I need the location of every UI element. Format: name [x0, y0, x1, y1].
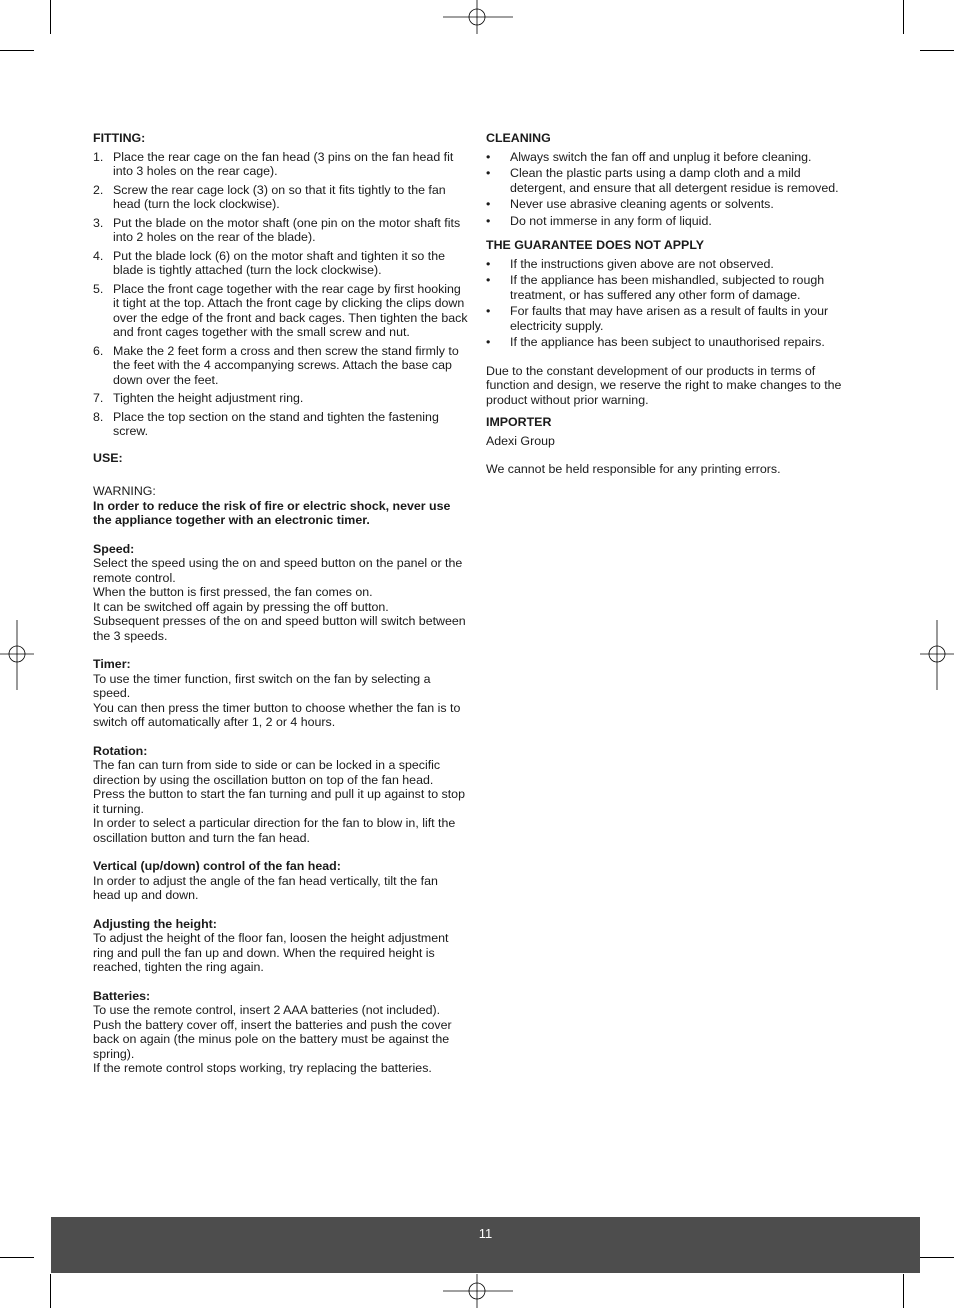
item-number: 6. — [93, 343, 104, 358]
timer-heading: Timer: — [93, 657, 131, 671]
bullet-icon: • — [486, 335, 491, 349]
use-heading: USE: — [93, 450, 123, 465]
list-item — [486, 150, 854, 165]
batteries-heading: Batteries: — [93, 988, 151, 1003]
speed-line: It can be switched off again by pressing the off button. — [93, 599, 389, 614]
guarantee-heading: THE GUARANTEE DOES NOT APPLY — [486, 238, 705, 252]
item-number: 2. — [93, 182, 104, 197]
height-text: To adjust the height of the floor fan, loosen the height adjustment ring and pull the fan up and down. When the required height is reached, tighten the ring again. — [93, 931, 449, 974]
list-item — [486, 335, 854, 350]
vertical-text: In order to adjust the angle of the fan head vertically, tilt the fan head up and down. — [93, 873, 438, 902]
batteries-line: To use the remote control, insert 2 AAA batteries (not included). Push the battery cover off, insert the batteries and push the cover back on again (the minus pole on the battery must be against the spring). — [93, 1003, 452, 1061]
item-text: If the instructions given above are not observed. — [510, 256, 774, 271]
list-item — [486, 197, 854, 212]
item-text: Make the 2 feet form a cross and then screw the stand firmly to the feet with the 4 accompanying screws. Attach the base cap down over the feet. — [113, 343, 459, 387]
list-item — [486, 304, 854, 333]
item-text: Place the rear cage on the fan head (3 pins on the fan head fit into 3 holes on the rear cage). — [113, 149, 454, 178]
list-item — [93, 150, 468, 179]
list-item — [93, 282, 468, 340]
warning-label: WARNING: — [93, 484, 156, 498]
item-text: Place the top section on the stand and tighten the fastening screw. — [113, 409, 439, 438]
crop-mark — [920, 1257, 954, 1258]
speed-line: When the button is first pressed, the fan comes on. — [93, 585, 373, 599]
list-item — [93, 344, 468, 388]
item-text: Put the blade on the motor shaft (one pin on the motor shaft fits into 2 holes on the rear of the blade). — [113, 215, 461, 244]
list-item — [486, 273, 854, 302]
item-number: 3. — [93, 215, 104, 230]
list-item — [486, 214, 854, 229]
item-number: 5. — [93, 281, 104, 296]
crop-mark — [0, 50, 34, 51]
item-number: 7. — [93, 391, 104, 405]
item-text: Put the blade lock (6) on the motor shaft and tighten it so the blade is tightly attached (turn the lock clockwise). — [113, 248, 445, 277]
item-text: If the appliance has been mishandled, subjected to rough treatment, or has suffered any other form of damage. — [510, 273, 825, 302]
importer-name: Adexi Group — [486, 433, 555, 448]
speed-line: Select the speed using the on and speed button on the panel or the remote control. — [93, 556, 463, 585]
left-column — [93, 131, 468, 1076]
registration-mark-icon — [443, 1274, 513, 1308]
vertical-heading: Vertical (up/down) control of the fan head: — [93, 859, 341, 873]
bullet-icon: • — [486, 256, 491, 271]
fitting-steps — [93, 150, 468, 439]
registration-mark-icon — [918, 620, 954, 690]
bullet-icon: • — [486, 273, 491, 287]
crop-mark — [903, 1274, 904, 1308]
height-heading: Adjusting the height: — [93, 916, 217, 931]
development-text: Due to the constant development of our products in terms of function and design, we reserve the right to make changes to the product without prior warning. — [486, 363, 842, 407]
item-text: For faults that may have arisen as a result of faults in your electricity supply. — [510, 304, 829, 333]
bullet-icon: • — [486, 304, 491, 318]
timer-line: You can then press the timer button to choose whether the fan is to switch off automatically after 1, 2 or 4 hours. — [93, 700, 461, 729]
rotation-heading: Rotation: — [93, 743, 148, 758]
speed-line: Subsequent presses of the on and speed button will switch between the 3 speeds. — [93, 614, 466, 643]
timer-line: To use the timer function, first switch on the fan by selecting a speed. — [93, 671, 431, 700]
crop-mark — [50, 1274, 51, 1308]
item-text: If the appliance has been subject to unauthorised repairs. — [510, 335, 825, 349]
list-item — [93, 183, 468, 212]
item-number: 4. — [93, 248, 104, 263]
item-text: Clean the plastic parts using a damp cloth and a mild detergent, and ensure that all detergent residue is removed. — [510, 166, 839, 195]
printing-errors-note: We cannot be held responsible for any printing errors. — [486, 462, 781, 476]
registration-mark-icon — [443, 0, 513, 36]
importer-heading: IMPORTER — [486, 415, 552, 429]
item-number: 8. — [93, 409, 104, 424]
item-text: Always switch the fan off and unplug it before cleaning. — [510, 149, 812, 164]
fitting-heading: FITTING: — [93, 131, 146, 145]
item-text: Screw the rear cage lock (3) on so that it fits tightly to the fan head (turn the lock clockwise). — [113, 182, 446, 211]
crop-mark — [0, 1257, 34, 1258]
crop-mark — [920, 50, 954, 51]
speed-heading: Speed: — [93, 541, 135, 556]
item-text: Never use abrasive cleaning agents or solvents. — [510, 197, 774, 211]
batteries-line: If the remote control stops working, try replacing the batteries. — [93, 1061, 432, 1075]
bullet-icon: • — [486, 166, 491, 180]
item-text: Tighten the height adjustment ring. — [113, 391, 304, 405]
rotation-line: In order to select a particular direction for the fan to blow in, lift the oscillation button and turn the fan head. — [93, 816, 456, 845]
rotation-line: The fan can turn from side to side or can be locked in a specific direction by using the oscillation button on top of the fan head. Press the button to start the fan turning and pull it up against to stop it turning. — [93, 758, 465, 816]
crop-mark — [50, 0, 51, 34]
list-item — [93, 216, 468, 245]
bullet-icon: • — [486, 197, 491, 211]
footer-bar — [51, 1217, 920, 1273]
guarantee-list — [486, 257, 854, 350]
list-item — [486, 166, 854, 195]
page-number: 11 — [478, 1226, 493, 1241]
list-item — [93, 410, 468, 439]
bullet-icon: • — [486, 213, 491, 228]
registration-mark-icon — [0, 620, 36, 690]
warning-text: In order to reduce the risk of fire or electric shock, never use the appliance together with an electronic timer. — [93, 498, 451, 527]
list-item — [93, 391, 468, 406]
cleaning-list — [486, 150, 854, 229]
crop-mark — [903, 0, 904, 34]
item-text: Do not immerse in any form of liquid. — [510, 213, 712, 228]
right-column — [486, 131, 854, 477]
bullet-icon: • — [486, 149, 491, 164]
item-text: Place the front cage together with the rear cage by first hooking it tight at the top. Attach the front cage by clicking the clips down over the edge of the front and back cages. Then tighten the back and front cages together with the small screw and nut. — [113, 281, 468, 339]
item-number: 1. — [93, 149, 104, 164]
list-item — [93, 249, 468, 278]
cleaning-heading: CLEANING — [486, 131, 551, 145]
list-item — [486, 257, 854, 272]
